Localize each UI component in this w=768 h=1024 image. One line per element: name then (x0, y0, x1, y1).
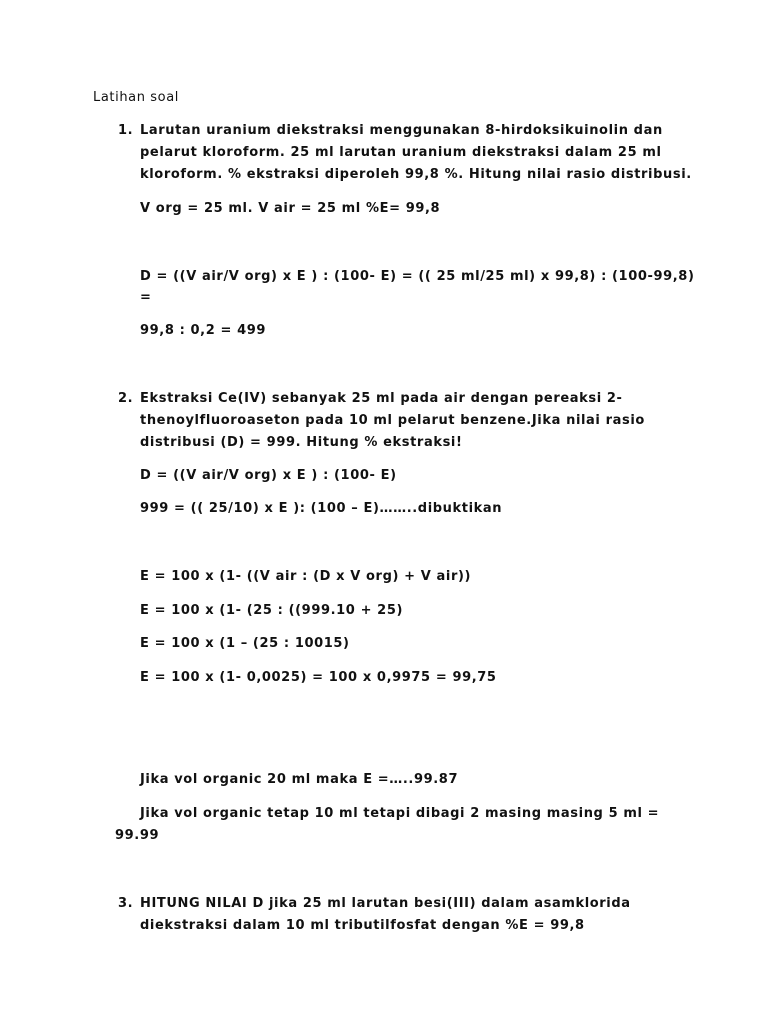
q1-result: 99,8 : 0,2 = 499 (140, 323, 267, 338)
q1-text-line-3: kloroform. % ekstraksi diperoleh 99,8 %. Hitung nilai rasio distribusi. (140, 167, 692, 182)
q2-formula: D = ((V air/V org) x E ) : (100- E) (140, 468, 397, 483)
q2-number: 2. (118, 391, 134, 406)
page-title: Latihan soal (93, 90, 179, 105)
q2-proof: 999 = (( 25/10) x E ): (100 – E)……..dibuktikan (140, 501, 503, 516)
q2-note-2-line-2: 99.99 (115, 828, 160, 843)
q3-text-line-1: HITUNG NILAI D jika 25 ml larutan besi(III) dalam asamklorida (140, 896, 631, 911)
q2-text-line-3: distribusi (D) = 999. Hitung % ekstraksi! (140, 435, 463, 450)
q2-text-line-2: thenoylfluoroaseton pada 10 ml pelarut benzene.Jika nilai rasio (140, 413, 645, 428)
q2-step-4: E = 100 x (1- 0,0025) = 100 x 0,9975 = 99,75 (140, 670, 497, 685)
q2-step-2: E = 100 x (1- (25 : ((999.10 + 25) (140, 603, 404, 618)
q1-number: 1. (118, 123, 134, 138)
q3-text-line-2: diekstraksi dalam 10 ml tributilfosfat dengan %E = 99,8 (140, 918, 585, 933)
q2-step-1: E = 100 x (1- ((V air : (D x V org) + V air)) (140, 569, 472, 584)
q2-text-line-1: Ekstraksi Ce(IV) sebanyak 25 ml pada air dengan pereaksi 2- (140, 391, 623, 406)
q1-formula-line-2: = (140, 290, 152, 305)
q3-number: 3. (118, 896, 134, 911)
q1-text-line-1: Larutan uranium diekstraksi menggunakan 8-hirdoksikuinolin dan (140, 123, 663, 138)
q1-given: V org = 25 ml. V air = 25 ml %E= 99,8 (140, 201, 441, 216)
q2-step-3: E = 100 x (1 – (25 : 10015) (140, 636, 350, 651)
q1-formula-line-1: D = ((V air/V org) x E ) : (100- E) = (( 25 ml/25 ml) x 99,8) : (100-99,8) (140, 269, 695, 284)
q1-text-line-2: pelarut kloroform. 25 ml larutan uranium diekstraksi dalam 25 ml (140, 145, 662, 160)
q2-note-2-line-1: Jika vol organic tetap 10 ml tetapi dibagi 2 masing masing 5 ml = (140, 806, 660, 821)
q2-note-1: Jika vol organic 20 ml maka E =…..99.87 (140, 772, 459, 787)
